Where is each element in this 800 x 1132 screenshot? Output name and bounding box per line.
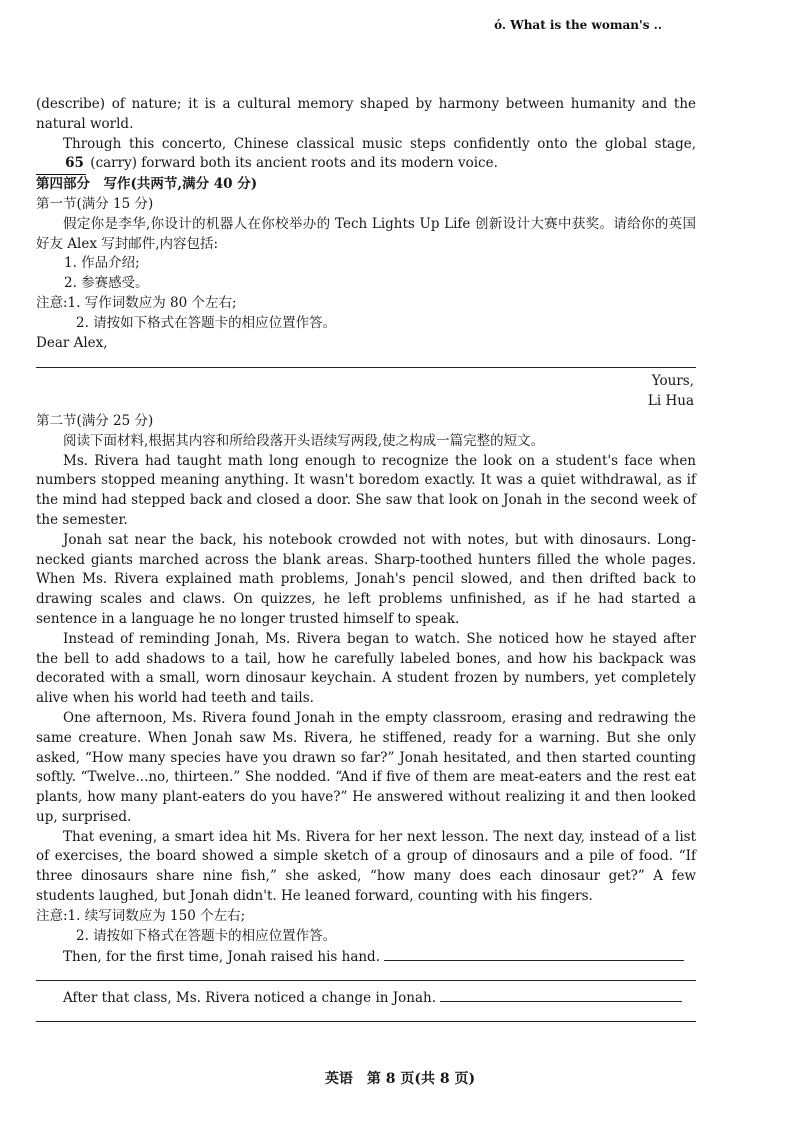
part4-heading: 第四部分 写作(共两节,满分 40 分) bbox=[36, 176, 258, 193]
section1-item-1: 1. 作品介绍; bbox=[64, 255, 140, 272]
exam-page bbox=[36, 0, 696, 1022]
email-closing: Yours, bbox=[651, 373, 694, 390]
email-signature: Li Hua bbox=[647, 393, 694, 410]
intro-line-2: Through this concerto, Chinese classical music steps confidently onto the global stage, 65 (carry) forward both its ancient roots and its modern voice. bbox=[36, 135, 696, 176]
story-paragraph: Instead of reminding Jonah, Ms. Rivera began to watch. She noticed how he stayed after the bell to add shadows to a tail, how he carefully labeled bones, and how his backpack was decorated with a small, worn dinosaur keychain. A student frozen by numbers, yet completely alive when his world had teeth and tails. bbox=[36, 630, 696, 707]
section1-item-2: 2. 参赛感受。 bbox=[64, 275, 149, 292]
intro-line-1: (describe) of nature; it is a cultural memory shaped by harmony between humanity and the natural world. bbox=[36, 96, 696, 132]
answer-line bbox=[36, 1021, 696, 1022]
section1-heading: 第一节(满分 15 分) bbox=[36, 195, 154, 212]
section2-note-1: 注意:1. 续写词数应为 150 个左右; bbox=[36, 907, 246, 924]
section1-prompt: 假定你是李华,你设计的机器人在你校举办的 Tech Lights Up Life 创新设计大赛中获奖。请给你的英国好友 Alex 写封邮件,内容包括: bbox=[36, 215, 696, 252]
email-greeting: Dear Alex, bbox=[36, 334, 108, 351]
starter-1-answer-line bbox=[384, 946, 684, 961]
story-paragraph: Jonah sat near the back, his notebook crowded not with notes, but with dinosaurs. Long-necked giants marched across the blank areas. Sharp-toothed hunters filled the whole pages. When Ms. Rivera explained math problems, Jonah's pencil slowed, and then drifted back to drawing scales and claws. On quizzes, he left problems unfinished, as if he had started a sentence in a language he no longer trusted himself to speak. bbox=[36, 531, 696, 627]
story-paragraph: Ms. Rivera had taught math long enough to recognize the look on a student's face when numbers stopped meaning anything. It wasn't boredom exactly. It was a quiet withdrawal, as if the mind had stepped back and closed a door. She saw that look on Jonah in the second week of the semester. bbox=[36, 452, 696, 528]
section2-note-2: 2. 请按如下格式在答题卡的相应位置作答。 bbox=[76, 927, 337, 944]
story-paragraph: That evening, a smart idea hit Ms. Rivera for her next lesson. The next day, instead of a list of exercises, the board showed a simple sketch of a group of dinosaurs and a pile of food. “If three dinosaurs share nine fish,” she asked, “how many does each dinosaur get?” A few students laughed, but Jonah didn't. He leaned forward, counting with his fingers. bbox=[36, 828, 696, 905]
continuation-starter-1: Then, for the first time, Jonah raised his hand. bbox=[36, 946, 696, 968]
blank-65: 65 bbox=[36, 154, 86, 175]
continuation-starter-2: After that class, Ms. Rivera noticed a change in Jonah. bbox=[36, 987, 696, 1009]
starter-2-answer-line bbox=[440, 987, 682, 1002]
section1-note-2: 2. 请按如下格式在答题卡的相应位置作答。 bbox=[76, 314, 337, 331]
section1-note-1: 注意:1. 写作词数应为 80 个左右; bbox=[36, 294, 237, 311]
section2-heading: 第二节(满分 25 分) bbox=[36, 412, 154, 429]
story-paragraph: One afternoon, Ms. Rivera found Jonah in the empty classroom, erasing and redrawing the same creature. When Jonah saw Ms. Rivera, he stiffened, ready for a warning. But she only asked, “How many species have you drawn so far?” Jonah hesitated, and then started counting softly. “Twelve...no, thirteen.” She nodded. “And if five of them are meat-eaters and the rest eat plants, how many plant-eaters do you have?” He answered without realizing it and then looked up, surprised. bbox=[36, 709, 696, 825]
section2-instruction: 阅读下面材料,根据其内容和所给段落开头语续写两段,使之构成一篇完整的短文。 bbox=[63, 432, 545, 449]
page-footer: 英语 第 8 页(共 8 页) bbox=[324, 1071, 476, 1087]
previous-question-fragment: ó. What is the woman's .. bbox=[494, 18, 662, 32]
